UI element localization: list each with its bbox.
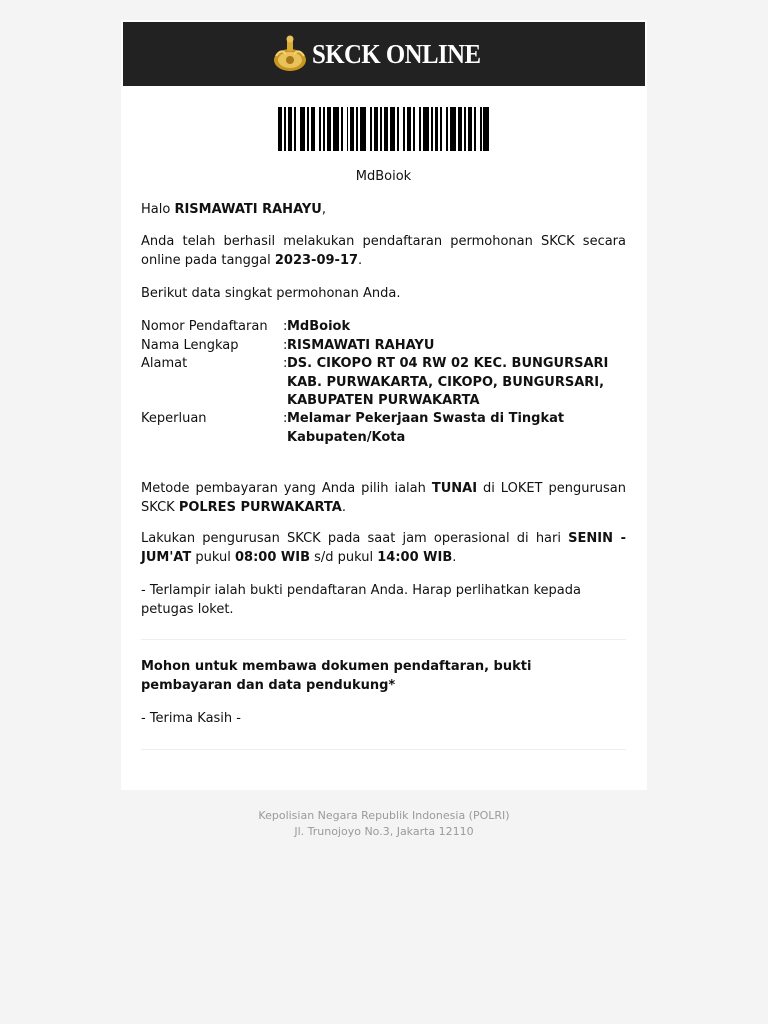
divider [141, 749, 626, 750]
divider [141, 639, 626, 640]
detail-row-purpose: Keperluan : Melamar Pekerjaan Swasta di Tingkat Kabupaten/Kota [141, 410, 626, 447]
barcode-text: MdBoiok [355, 169, 412, 184]
purpose: Melamar Pekerjaan Swasta di Tingkat Kabupaten/Kota [287, 411, 565, 445]
registration-number: MdBoiok [287, 319, 351, 334]
payment-location: POLRES PURWAKARTA [178, 499, 342, 515]
email-footer [0, 808, 768, 840]
detail-row-address: Alamat : DS. CIKOPO RT 04 RW 02 KEC. BUNGURSARI KAB. PURWAKARTA, CIKOPO, BUNGURSARI, KABUPATEN PURWAKARTA [141, 355, 626, 411]
summary-text: Berikut data singkat permohonan Anda. [141, 286, 401, 301]
detail-row-name: Nama Lengkap : RISMAWATI RAHAYU [141, 337, 626, 356]
operating-days: SENIN - JUM'AT [141, 531, 626, 565]
police-emblem-icon [272, 34, 308, 74]
detail-row-registration: Nomor Pendaftaran : MdBoiok [141, 318, 626, 337]
email-card [121, 20, 647, 790]
hours-paragraph: Lakukan pengurusan SKCK pada saat jam operasional di hari SENIN - JUM'AT pukul 08:00 WIB s/d pukul 14:00 WIB. [141, 531, 626, 565]
full-name: RISMAWATI RAHAYU [287, 337, 435, 353]
footer-address: Jl. Trunojoyo No.3, Jakarta 12110 [294, 825, 474, 838]
footer-organization: Kepolisian Negara Republik Indonesia (POLRI) [258, 809, 510, 822]
reminder-text: Mohon untuk membawa dokumen pendaftaran, bukti pembayaran dan data pendukung* [141, 659, 532, 693]
start-time: 08:00 WIB [234, 549, 310, 565]
intro-paragraph: Anda telah berhasil melakukan pendaftaran permohonan SKCK secara online pada tanggal 2023-09-17. [141, 234, 626, 268]
payment-paragraph: Metode pembayaran yang Anda pilih ialah TUNAI di LOKET pengurusan SKCK POLRES PURWAKARTA. [141, 481, 627, 515]
skck-logo [272, 34, 495, 74]
address: DS. CIKOPO RT 04 RW 02 KEC. BUNGURSARI KAB. PURWAKARTA, CIKOPO, BUNGURSARI, KABUPATEN PURWAKARTA [287, 356, 609, 408]
barcode-bar [483, 107, 489, 151]
logo-text: SKCK ONLINE [312, 38, 481, 69]
closing-text: - Terima Kasih - [141, 711, 241, 726]
attachment-note: - Terlampir ialah bukti pendaftaran Anda. Harap perlihatkan kepada petugas loket. [141, 583, 581, 617]
email-header [123, 22, 645, 86]
end-time: 14:00 WIB [377, 549, 453, 565]
greeting: Halo RISMAWATI RAHAYU, [141, 202, 326, 217]
registration-date: 2023-09-17 [274, 252, 359, 268]
applicant-name: RISMAWATI RAHAYU [174, 202, 322, 217]
barcode-icon [278, 107, 490, 151]
payment-method: TUNAI [431, 481, 478, 496]
